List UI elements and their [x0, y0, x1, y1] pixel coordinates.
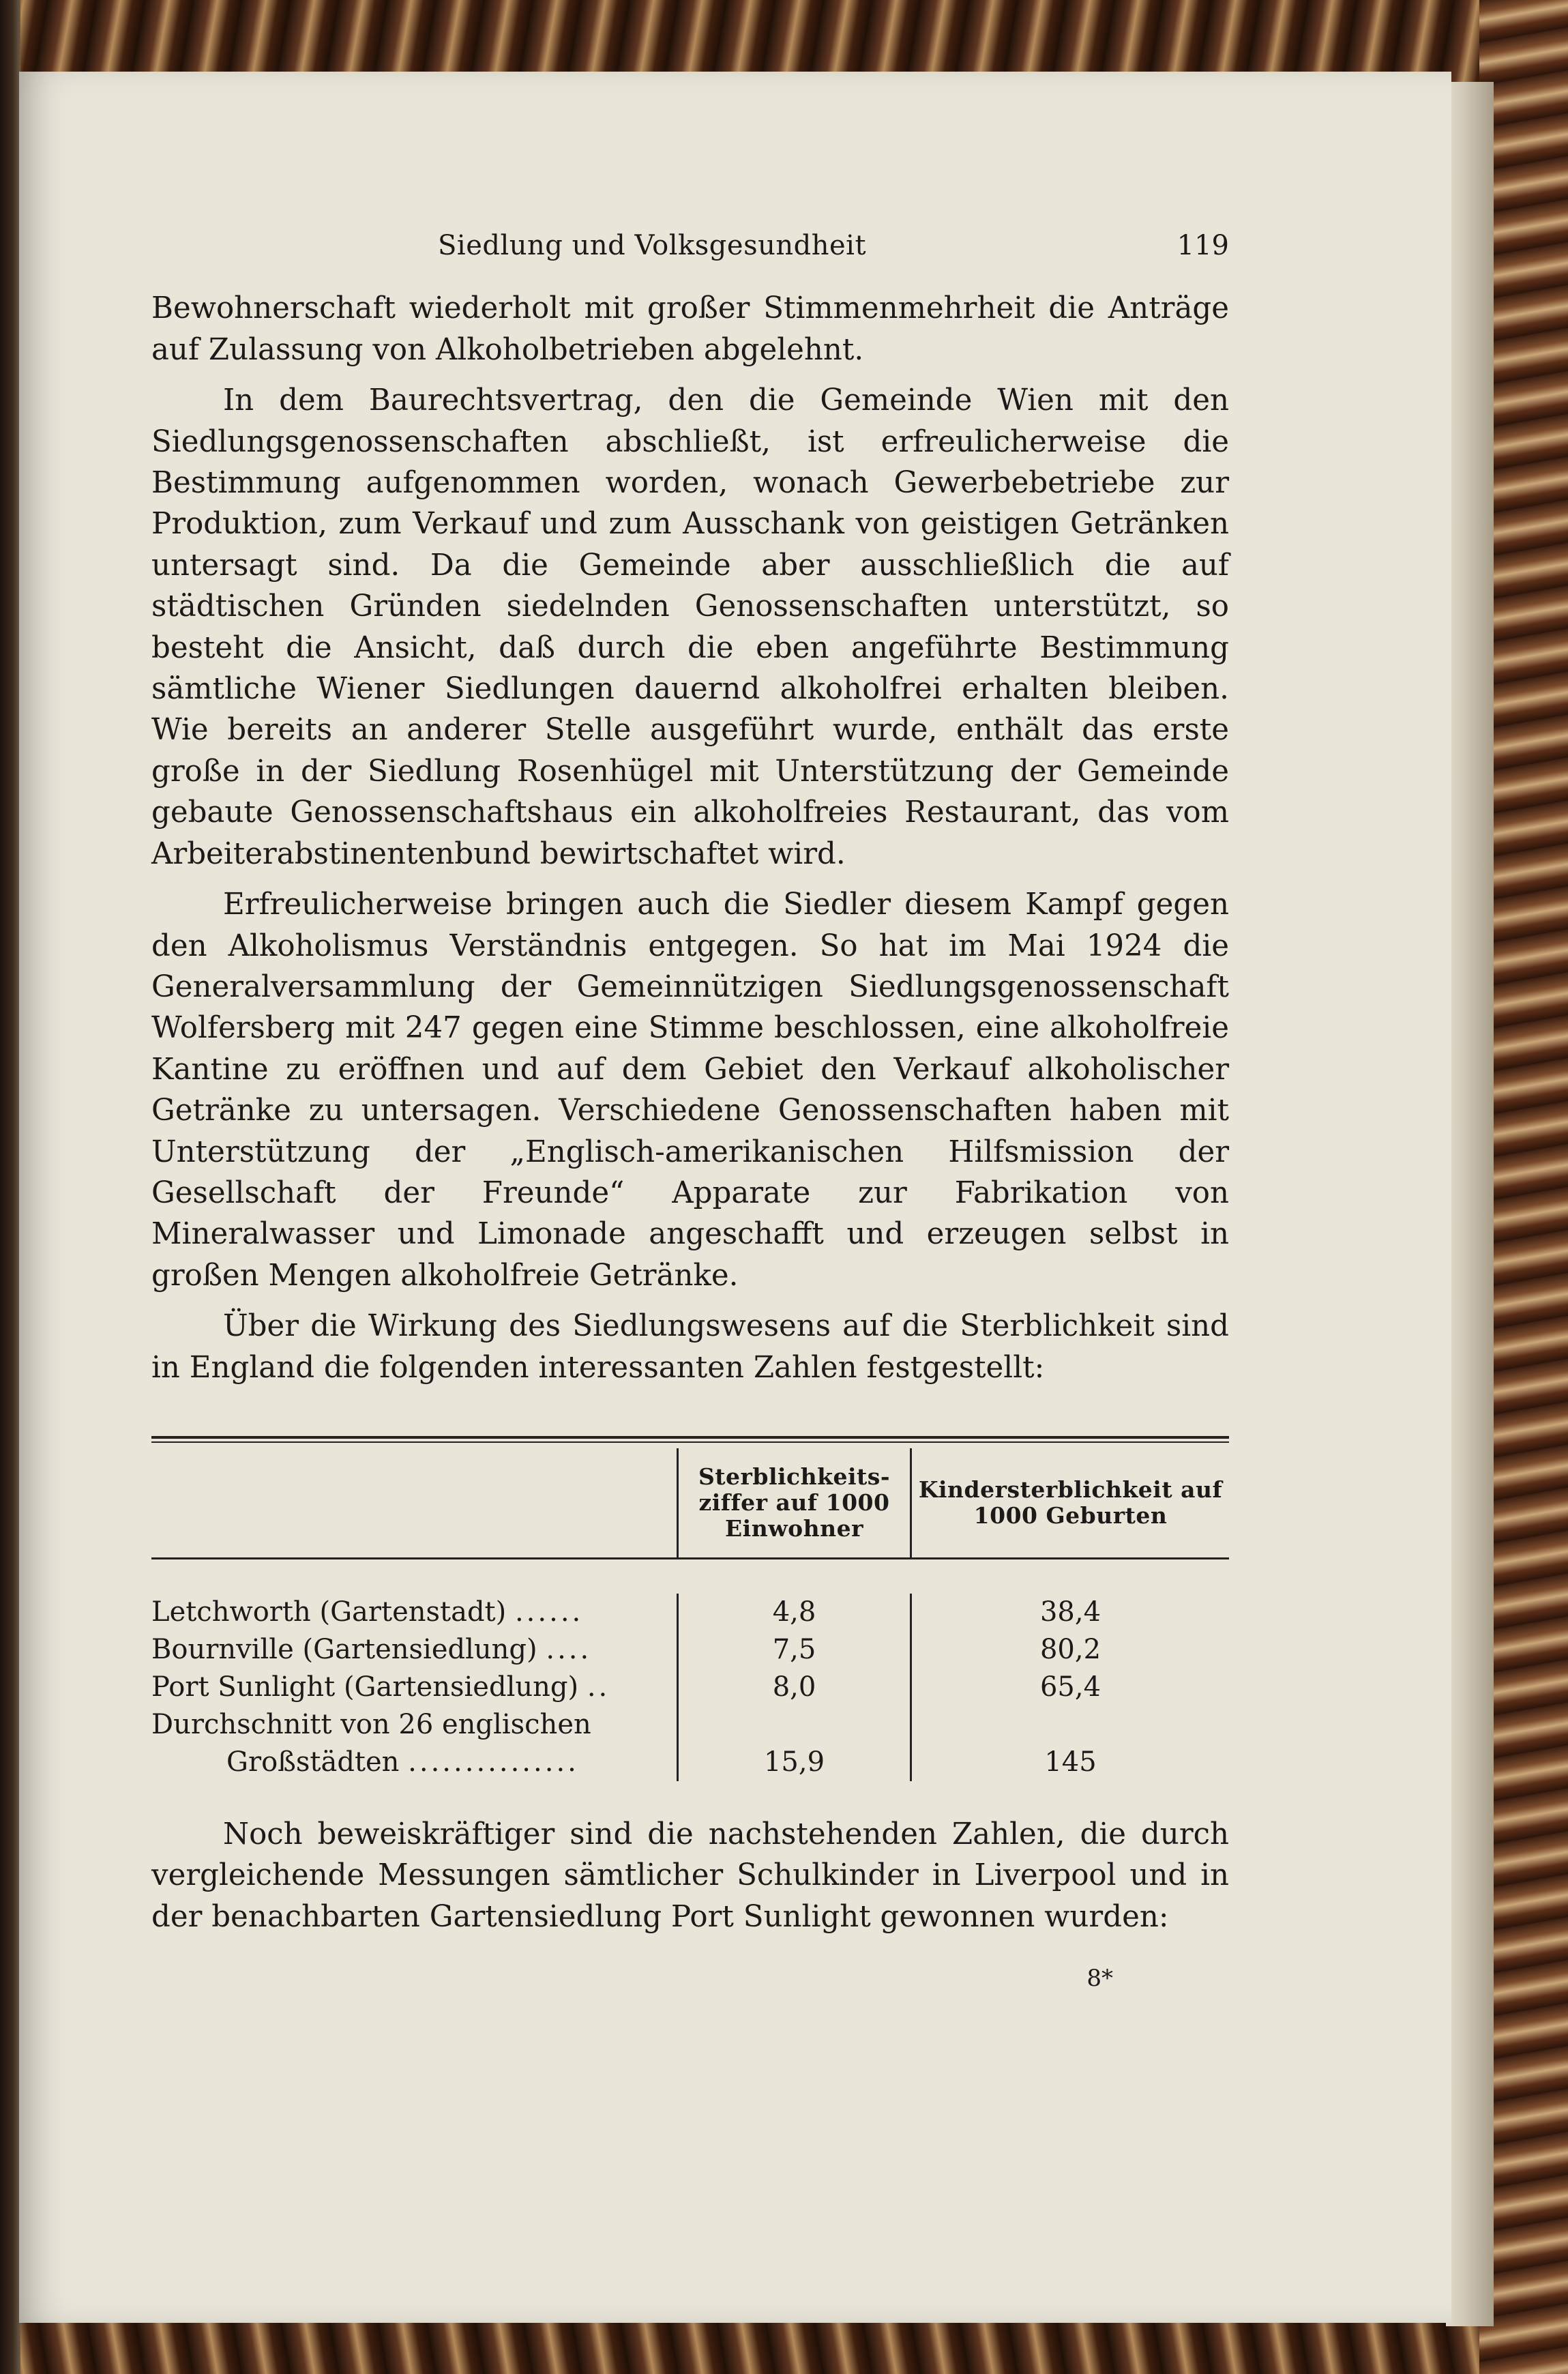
table-col-infant-mortality: [912, 1594, 1229, 1781]
page-edges: [1446, 82, 1494, 2326]
running-title: Siedlung und Volksgesundheit: [438, 230, 867, 261]
table-row: Durchschnitt von 26 englischen: [151, 1708, 591, 1740]
paragraph-2: In dem Baurechtsvertrag, den die Gemeinde Wien mit den Siedlungsgenossenschaften abschließt, ist erfreulicherweise die Bestimmung aufgenommen worden, wonach Gewerbebetriebe zur Produktion, zum Verkauf und zum Ausschank von geistigen Getränken untersagt sind. Da die Gemeinde aber ausschließlich die auf städtischen Gründen siedelnden Genossenschaften unterstützt, so besteht die Ansicht, daß durch die eben angeführte Bestimmung sämtliche Wiener Siedlungen dauernd alkoholfrei erhalten bleiben. Wie bereits an anderer Stelle ausgeführt wurde, enthält das erste große in der Siedlung Rosenhügel mit Unterstützung der Gemeinde gebaute Genossenschaftshaus ein alkoholfreies Restaurant, das vom Arbeiterabstinentenbund bewirtschaftet wird.: [151, 383, 1229, 871]
paragraph-3: Erfreulicherweise bringen auch die Siedler diesem Kampf gegen den Alkoholismus Verständnis entgegen. So hat im Mai 1924 die Generalversammlung der Gemeinnützigen Siedlungsgenossenschaft Wolfersberg mit 247 gegen eine Stimme beschlossen, eine alkoholfreie Kantine zu eröffnen und auf dem Gebiet den Verkauf alkoholischer Getränke zu untersagen. Verschiedene Genossenschaften haben mit Unterstützung der „Englisch-amerikanischen Hilfsmission der Gesellschaft der Freunde“ Apparate zur Fabrikation von Mineralwasser und Limonade angeschafft und erzeugen selbst in großen Mengen alkoholfreie Getränke.: [151, 888, 1229, 1293]
table-col-locations: [151, 1594, 677, 1781]
table-cell: 8,0: [772, 1671, 816, 1703]
page-number: 119: [1177, 230, 1229, 261]
table-top-rule: [151, 1436, 1229, 1443]
page-content: [151, 225, 1229, 1999]
book-cover-bottom: [0, 2319, 1568, 2374]
table-cell-empty: [679, 1706, 910, 1744]
table-cell: 38,4: [1039, 1596, 1101, 1628]
book-cover-left: [0, 0, 20, 2374]
table-header-infant-mortality: Kindersterblichkeit auf 1000 Geburten: [918, 1476, 1223, 1529]
closing-paragraph: Noch beweiskräftiger sind die nachstehenden Zahlen, die durch vergleichende Messungen sämtlicher Schulkinder in Liverpool und in der benachbarten Gartensiedlung Port Sunlight gewonnen wurden:: [151, 1817, 1229, 1934]
paragraph-4: Über die Wirkung des Siedlungswesens auf die Sterblichkeit sind in England die folgenden interessanten Zahlen festgestellt:: [151, 1309, 1229, 1385]
table-cell: 65,4: [1039, 1671, 1101, 1703]
table-row: Letchworth (Gartenstadt) ......: [151, 1596, 584, 1628]
table-cell: 145: [1044, 1746, 1097, 1778]
running-header: [151, 225, 1229, 266]
paragraph-1: Bewohnerschaft wiederholt mit großer Stimmenmehrheit die Anträge auf Zulassung von Alkoholbetrieben abgelehnt.: [151, 291, 1229, 367]
table-header-mortality: Sterblichkeits-ziffer auf 1000 Einwohner: [677, 1448, 912, 1557]
table-cell: 15,9: [763, 1746, 825, 1778]
table-cell: 80,2: [1039, 1633, 1101, 1665]
table-cell: 4,8: [772, 1596, 816, 1628]
table-row: Bournville (Gartensiedlung) ....: [151, 1633, 592, 1665]
table-header: [151, 1448, 1229, 1559]
table-row: Port Sunlight (Gartensiedlung) ..: [151, 1671, 610, 1703]
table-header-blank: [151, 1448, 677, 1557]
table-body: [151, 1559, 1229, 1781]
signature-mark: 8*: [1086, 1965, 1113, 1993]
mortality-table: [151, 1436, 1229, 1781]
table-row-continuation: Großstädten ...............: [226, 1746, 579, 1778]
table-cell: 7,5: [772, 1633, 816, 1665]
table-cell-empty: [912, 1706, 1229, 1744]
table-col-mortality: [677, 1594, 912, 1781]
